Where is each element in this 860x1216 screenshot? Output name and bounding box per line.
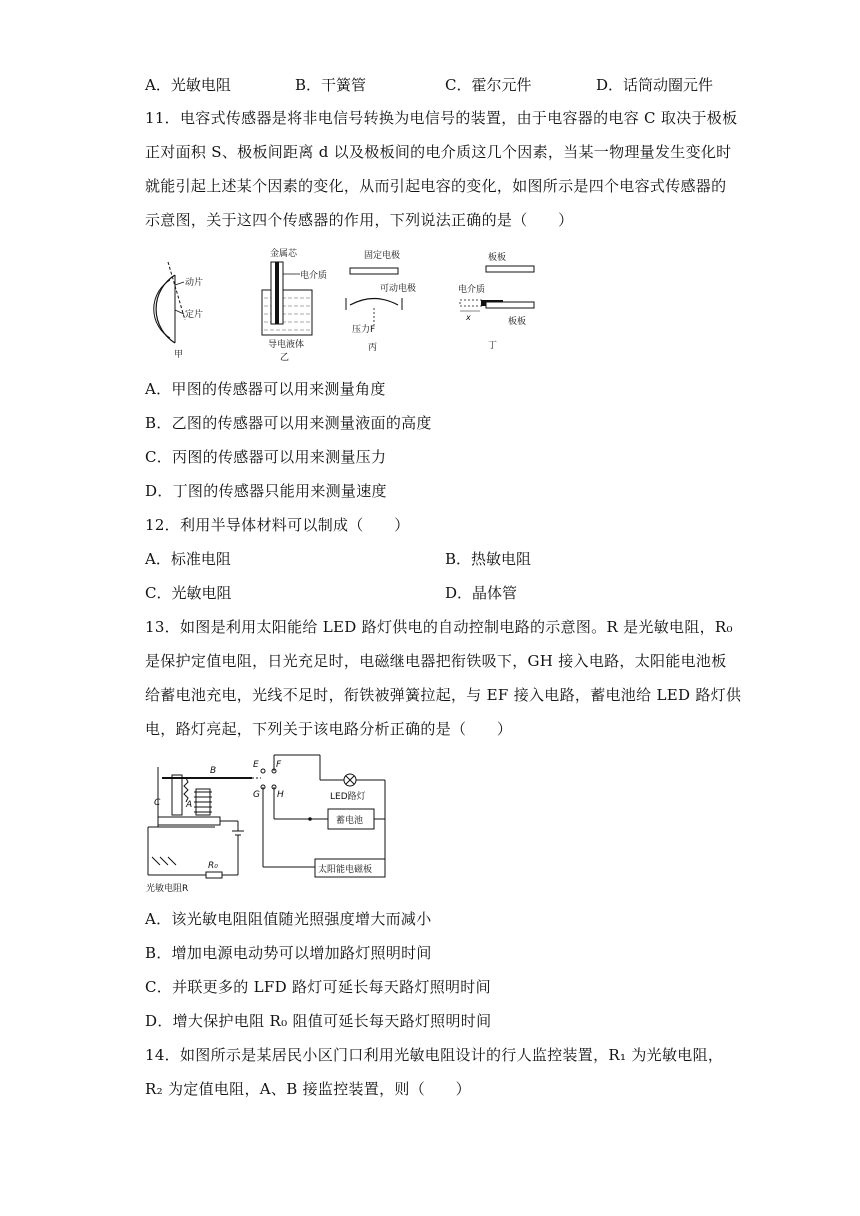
ding-caption: 丁 <box>488 341 498 351</box>
circuit-label-h: H <box>277 790 284 800</box>
q13-option-a: A．该光敏电阻阻值随光照强度增大而减小 <box>145 910 432 928</box>
q11-figure <box>140 240 560 365</box>
q12-option-b: B．热敏电阻 <box>445 550 532 568</box>
figure-jia <box>154 262 203 360</box>
circuit-label-r: 光敏电阻R <box>146 884 189 894</box>
q13-line-4: 电，路灯亮起，下列关于该电路分析正确的是（ ） <box>145 720 513 738</box>
q11-option-d: D．丁图的传感器只能用来测量速度 <box>145 482 387 500</box>
q13-option-c: C．并联更多的 LFD 路灯可延长每天路灯照明时间 <box>145 978 491 996</box>
q11-line-1: 11．电容式传感器是将非电信号转换为电信号的装置，由于电容器的电容 C 取决于极板 <box>145 109 738 127</box>
jia-caption: 甲 <box>174 350 184 360</box>
circuit-label-b: B <box>210 766 217 776</box>
yi-label-dielectric: 电介质 <box>300 271 328 281</box>
yi-label-core: 金属芯 <box>270 249 298 259</box>
circuit-label-a: A <box>186 800 193 810</box>
q11-option-b: B．乙图的传感器可以用来测量液面的高度 <box>145 414 432 432</box>
bing-label-force: 压力F <box>352 325 376 335</box>
ding-label-x: x <box>466 313 471 322</box>
figure-yi <box>262 247 327 363</box>
circuit-label-r0: R₀ <box>208 861 218 871</box>
q11-line-3: 就能引起上述某个因素的变化，从而引起电容的变化，如图所示是四个电容式传感器的 <box>145 177 727 195</box>
q13-line-3: 给蓄电池充电，光线不足时，衔铁被弹簧拉起，与 EF 接入电路，蓄电池给 LED 路灯供 <box>145 686 742 704</box>
circuit-label-g: G <box>253 790 260 800</box>
q11-option-a: A．甲图的传感器可以用来测量角度 <box>145 380 386 398</box>
q10-option-c: C．霍尔元件 <box>445 76 532 94</box>
jia-label-fixed: 定片 <box>185 310 204 320</box>
circuit-label-f: F <box>276 760 282 770</box>
figure-ding <box>458 251 534 351</box>
circuit-label-solar: 太阳能电磁板 <box>318 865 373 875</box>
figure-bing <box>346 249 416 353</box>
yi-label-liquid: 导电液体 <box>268 340 305 350</box>
q13-line-2: 是保护定值电阻，日光充足时，电磁继电器把衔铁吸下，GH 接入电路，太阳能电池板 <box>145 652 727 670</box>
ding-label-dielectric: 电介质 <box>458 285 486 295</box>
bing-caption: 丙 <box>368 343 378 353</box>
q13-line-1: 13．如图是利用太阳能给 LED 路灯供电的自动控制电路的示意图。R 是光敏电阻，R₀ <box>145 618 733 636</box>
bing-label-fixed: 固定电极 <box>364 251 401 261</box>
q10-option-d: D．话筒动圈元件 <box>596 76 714 94</box>
q12-option-c: C．光敏电阻 <box>145 584 232 602</box>
circuit-label-c: C <box>154 798 161 808</box>
ding-label-top: 板板 <box>488 253 507 263</box>
q11-line-2: 正对面积 S、极板间距离 d 以及极板间的电介质这几个因素，当某一物理量发生变化时 <box>145 143 732 161</box>
ding-label-bottom: 板板 <box>508 317 527 327</box>
jia-label-moving: 动片 <box>185 278 204 288</box>
bing-label-moving: 可动电极 <box>380 284 417 294</box>
q13-option-b: B．增加电源电动势可以增加路灯照明时间 <box>145 944 432 962</box>
q13-circuit-figure <box>140 745 400 897</box>
q11-option-c: C．丙图的传感器可以用来测量压力 <box>145 448 387 466</box>
q12-stem: 12．利用半导体材料可以制成（ ） <box>145 516 410 534</box>
q14-line-1: 14．如图所示是某居民小区门口利用光敏电阻设计的行人监控装置，R₁ 为光敏电阻， <box>145 1046 724 1064</box>
q14-line-2: R₂ 为定值电阻，A、B 接监控装置，则（ ） <box>145 1080 471 1098</box>
circuit-label-battery: 蓄电池 <box>336 816 364 826</box>
q11-line-4: 示意图，关于这四个传感器的作用，下列说法正确的是（ ） <box>145 211 574 229</box>
circuit-label-e: E <box>253 760 259 770</box>
q12-option-d: D．晶体管 <box>445 584 518 602</box>
yi-caption: 乙 <box>280 353 290 363</box>
circuit-label-led: LED路灯 <box>330 792 366 802</box>
q10-option-a: A．光敏电阻 <box>145 76 231 94</box>
q12-option-a: A．标准电阻 <box>145 550 231 568</box>
q13-option-d: D．增大保护电阻 R₀ 阻值可延长每天路灯照明时间 <box>145 1012 492 1030</box>
q10-option-b: B．干簧管 <box>295 76 367 94</box>
